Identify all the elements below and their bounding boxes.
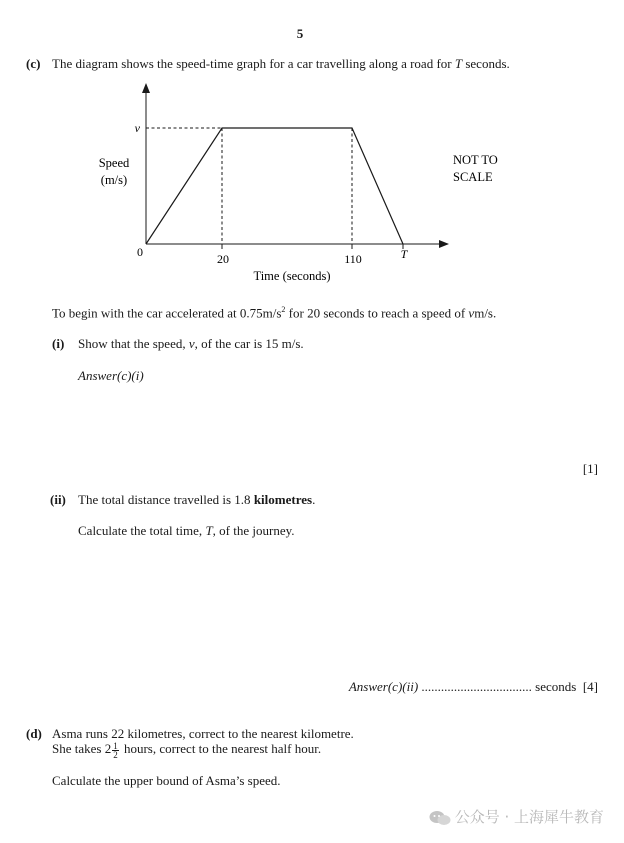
y-axis-unit: (m/s)	[100, 173, 128, 187]
marks-c-i: [1]	[582, 461, 598, 476]
marks-c-ii: [4]	[582, 679, 598, 694]
page-number: 5	[296, 26, 304, 41]
part-c-intro: The diagram shows the speed-time graph for a car travelling along a road for T seconds.	[52, 56, 510, 71]
x-tick-label-T: T	[400, 247, 408, 261]
part-d-line1: Asma runs 22 kilometres, correct to the nearest kilometre.	[52, 726, 354, 741]
y-axis-label: Speed	[98, 156, 130, 170]
watermark: 公众号 · 上海犀牛教育	[429, 806, 604, 827]
answer-c-ii-blank[interactable]: ..................................	[418, 679, 536, 694]
part-c-label: (c)	[26, 56, 41, 71]
part-c-ii-label: (ii)	[50, 492, 66, 507]
part-c-ii-line2: Calculate the total time, T, of the journey.	[78, 523, 295, 538]
x-tick-label-20: 20	[217, 252, 229, 266]
part-d-label: (d)	[26, 726, 42, 741]
x-tick-label-110: 110	[344, 252, 362, 266]
mixed-fraction-half: $\frac{1}{2}$	[113, 740, 118, 760]
part-c-i-question: Show that the speed, v, of the car is 15 m/s.	[78, 336, 304, 351]
v-label: v	[134, 121, 140, 135]
not-to-scale-line1: NOT TO	[453, 153, 498, 167]
part-d-line2: She takes 2 $\frac{1}{2}$ hours, correct to the nearest half hour.	[52, 740, 322, 760]
speed-time-graph	[0, 0, 624, 300]
speed-line	[146, 128, 403, 244]
origin-label: 0	[137, 245, 143, 259]
part-c-i-label: (i)	[52, 336, 65, 351]
answer-c-i-label: Answer(c)(i)	[78, 368, 144, 383]
part-c-ii-line1: The total distance travelled is 1.8 kilometres.	[78, 492, 316, 507]
answer-c-ii-line: Answer(c)(ii) .................................. seconds [4]	[348, 679, 598, 694]
wechat-icon	[429, 810, 451, 826]
x-axis-label: Time (seconds)	[253, 269, 331, 283]
not-to-scale-line2: SCALE	[453, 170, 493, 184]
part-d-line3: Calculate the upper bound of Asma’s speed.	[52, 773, 281, 788]
answer-c-ii-label: Answer(c)(ii)	[348, 679, 419, 694]
part-c-paragraph: To begin with the car accelerated at $0.75m/s^2$ for 20 seconds to reach a speed of vm/s.	[52, 305, 497, 321]
